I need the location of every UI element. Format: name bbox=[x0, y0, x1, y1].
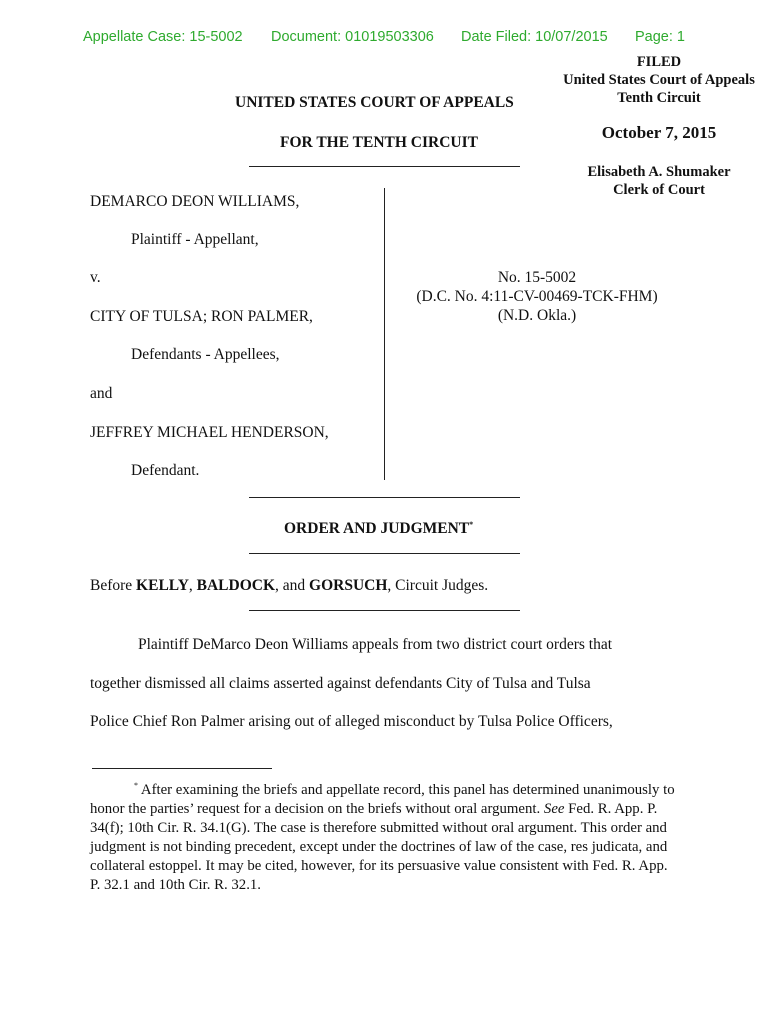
order-title-text: ORDER AND JUDGMENT bbox=[284, 520, 470, 538]
filed-date: October 7, 2015 bbox=[601, 123, 717, 142]
caption-divider bbox=[384, 188, 385, 480]
footnote-text-1: After examining the briefs and appellate record, this panel has determined unanimously to honor the parties’ request for a decision on the briefs without oral argument. bbox=[90, 781, 675, 817]
clerk-block bbox=[548, 163, 770, 199]
header-case: Appellate Case: 15-5002 bbox=[83, 29, 243, 45]
panel-suffix: , Circuit Judges. bbox=[387, 577, 489, 594]
filed-label: FILED bbox=[636, 54, 682, 70]
plaintiff-role: Plaintiff - Appellant, bbox=[131, 231, 259, 248]
defendant2-role: Defendant. bbox=[131, 462, 200, 479]
footnote-rule bbox=[92, 768, 272, 769]
order-rule bbox=[249, 553, 520, 554]
clerk-name: Elisabeth A. Shumaker bbox=[587, 164, 731, 180]
district-case-number: (D.C. No. 4:11-CV-00469-TCK-FHM) bbox=[416, 288, 658, 305]
header-date-filed: Date Filed: 10/07/2015 bbox=[461, 29, 608, 45]
panel-before: Before bbox=[90, 577, 137, 594]
caption-bottom-rule bbox=[249, 497, 520, 498]
and-word: and bbox=[90, 385, 113, 402]
header-page: Page: 1 bbox=[635, 29, 685, 45]
panel-line bbox=[90, 577, 488, 595]
district-court: (N.D. Okla.) bbox=[497, 307, 577, 324]
body-line-1: Plaintiff DeMarco Deon Williams appeals from two district court orders that bbox=[138, 636, 613, 653]
plaintiff-name: DEMARCO DEON WILLIAMS, bbox=[90, 193, 300, 210]
panel-sep2: , and bbox=[275, 577, 310, 594]
clerk-title: Clerk of Court bbox=[613, 182, 705, 198]
footnote-marker: * bbox=[134, 781, 138, 790]
judge-baldock: BALDOCK bbox=[196, 577, 276, 594]
order-title bbox=[284, 520, 473, 538]
order-footnote-marker: * bbox=[469, 520, 474, 529]
body-line-3: Police Chief Ron Palmer arising out of alleged misconduct by Tulsa Police Officers, bbox=[90, 713, 613, 730]
court-title-line2: FOR THE TENTH CIRCUIT bbox=[280, 134, 478, 151]
defendant2-name: JEFFREY MICHAEL HENDERSON, bbox=[90, 424, 329, 441]
judge-gorsuch: GORSUCH bbox=[309, 577, 388, 594]
filed-court: United States Court of Appeals bbox=[563, 72, 755, 88]
footnote-text-2: Fed. R. App. P. 34(f); 10th Cir. R. 34.1(G). The case is therefore submitted without oral argument. This order and judgment is not binding precedent, except under the doctrines of law of the case, res judicata, and collateral estoppel. It may be cited, however, for its persuasive value consistent with Fed. R. App. P. 32.1 and 10th Cir. R. 32.1. bbox=[90, 800, 668, 893]
judge-kelly: KELLY bbox=[136, 577, 189, 594]
filed-stamp bbox=[548, 53, 770, 107]
header-document: Document: 01019503306 bbox=[271, 29, 434, 45]
defendants-names: CITY OF TULSA; RON PALMER, bbox=[90, 308, 313, 325]
panel-rule bbox=[249, 610, 520, 611]
body-line-2: together dismissed all claims asserted against defendants City of Tulsa and Tulsa bbox=[90, 675, 591, 692]
panel-sep1: , bbox=[188, 577, 197, 594]
versus: v. bbox=[90, 269, 101, 286]
defendants-role: Defendants - Appellees, bbox=[131, 346, 280, 363]
appeal-number: No. 15-5002 bbox=[497, 269, 577, 286]
title-rule bbox=[249, 166, 520, 167]
filed-circuit: Tenth Circuit bbox=[617, 90, 701, 106]
footnote-see: See bbox=[543, 800, 565, 817]
case-numbers bbox=[392, 268, 682, 325]
court-title-line1: UNITED STATES COURT OF APPEALS bbox=[235, 94, 514, 111]
footnote bbox=[90, 776, 678, 895]
